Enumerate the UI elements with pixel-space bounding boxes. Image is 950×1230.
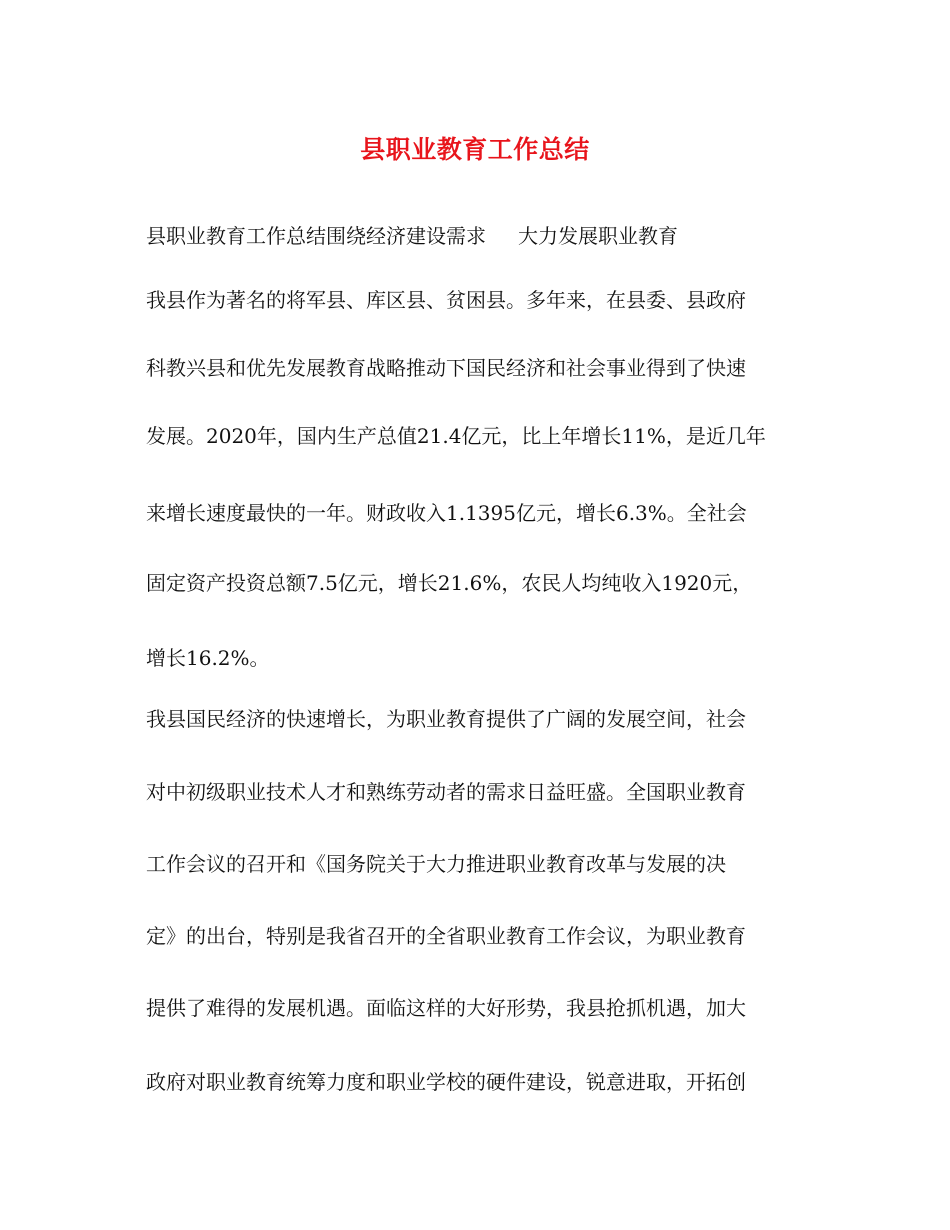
- heading-right: 大力发展职业教育: [518, 224, 678, 248]
- paragraph-line: 发展。2020年，国内生产总值21.4亿元，比上年增长11%，是近几年: [146, 424, 766, 448]
- paragraph-line: 来增长速度最快的一年。财政收入1.1395亿元，增长6.3%。全社会: [146, 501, 747, 525]
- paragraph-line: 对中初级职业技术人才和熟练劳动者的需求日益旺盛。全国职业教育: [146, 780, 746, 804]
- document-title: 县职业教育工作总结: [360, 135, 590, 164]
- paragraph-line: 提供了难得的发展机遇。面临这样的大好形势，我县抢抓机遇，加大: [146, 996, 746, 1020]
- paragraph-line: 政府对职业教育统筹力度和职业学校的硬件建设，锐意进取，开拓创: [146, 1070, 746, 1094]
- paragraph-line: 增长16.2%。: [146, 646, 270, 670]
- paragraph-line: 科教兴县和优先发展教育战略推动下国民经济和社会事业得到了快速: [146, 356, 746, 380]
- heading-left: 县职业教育工作总结围绕经济建设需求: [146, 224, 486, 248]
- document-heading-line: [146, 220, 678, 252]
- paragraph-line: 固定资产投资总额7.5亿元，增长21.6%，农民人均纯收入1920元，: [146, 571, 753, 595]
- paragraph-line: 我县国民经济的快速增长，为职业教育提供了广阔的发展空间，社会: [146, 707, 746, 731]
- paragraph-line: 工作会议的召开和《国务院关于大力推进职业教育改革与发展的决: [146, 852, 726, 876]
- paragraph-line: 我县作为著名的将军县、库区县、贫困县。多年来，在县委、县政府: [146, 288, 746, 312]
- paragraph-line: 定》的出台，特别是我省召开的全省职业教育工作会议，为职业教育: [146, 924, 746, 948]
